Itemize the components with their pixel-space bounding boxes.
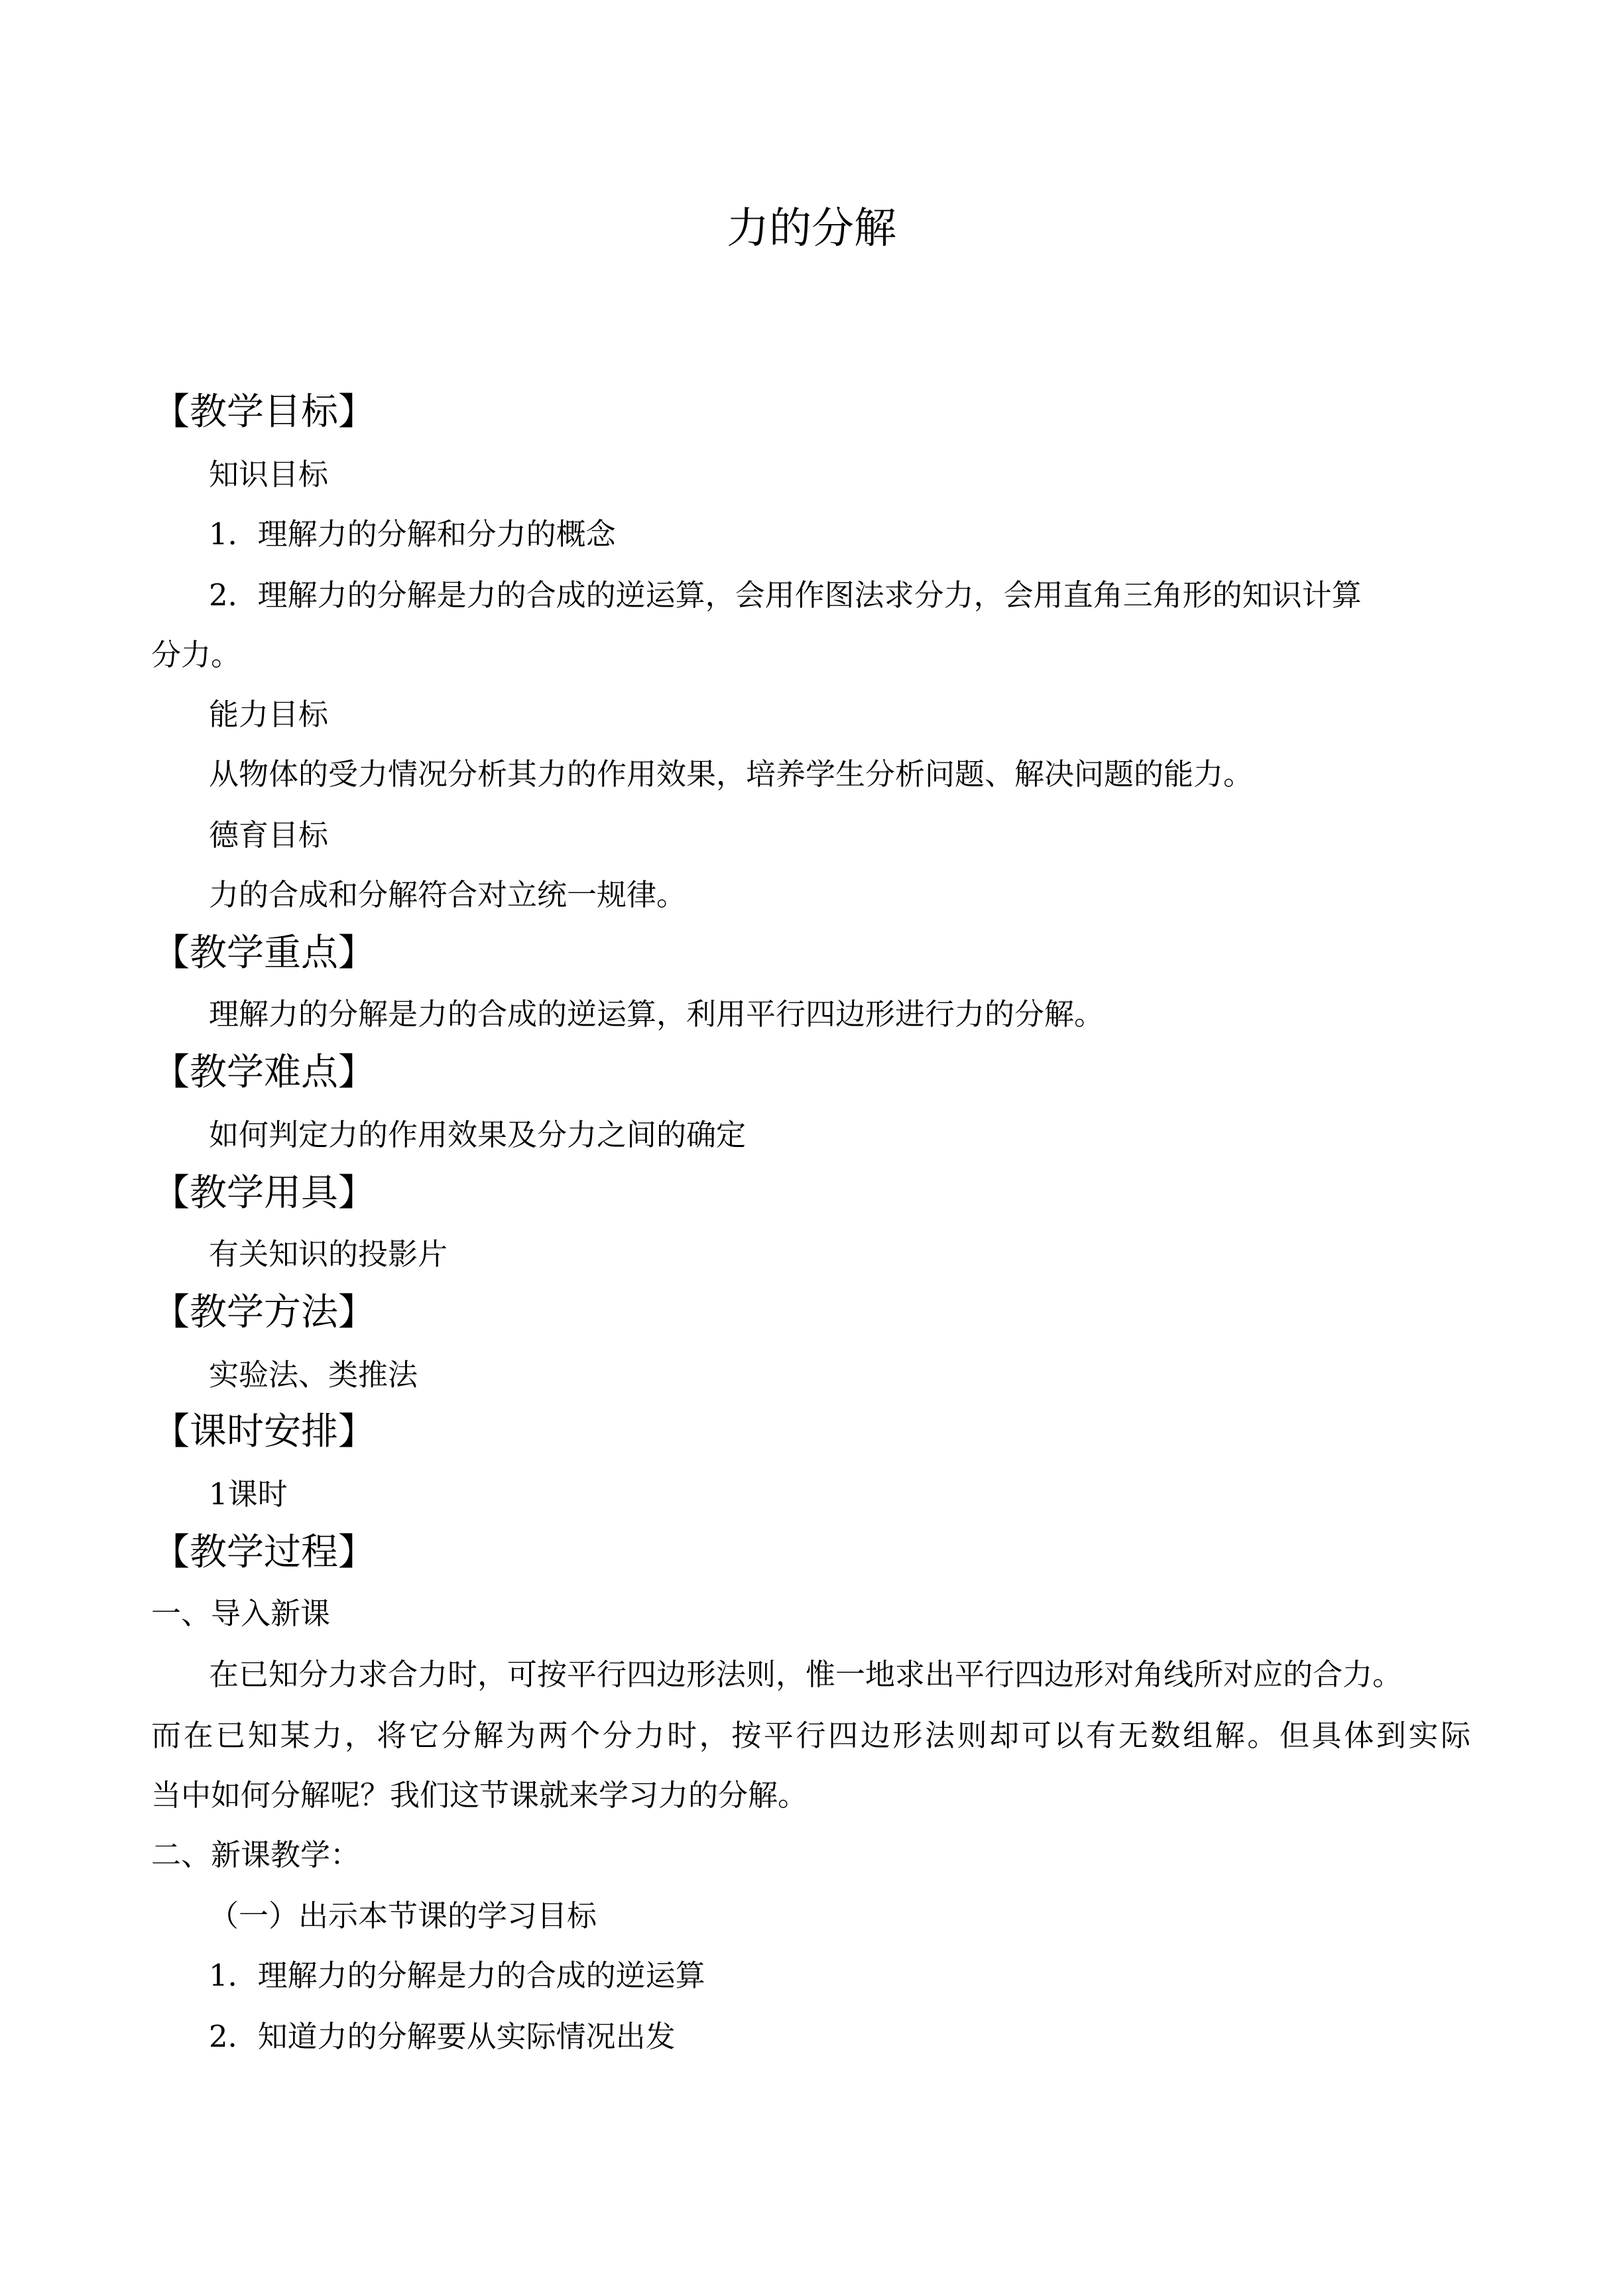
teaching-methods-text: 实验法、类推法: [209, 1357, 418, 1392]
knowledge-objective-2-line1: 2．理解力的分解是力的合成的逆运算，会用作图法求分力，会用直角三角形的知识计算: [209, 577, 1362, 613]
learning-goal-2: 2．知道力的分解要从实际情况出发: [209, 2019, 676, 2054]
learning-goal-1: 1．理解力的分解是力的合成的逆运算: [209, 1958, 705, 1993]
knowledge-objective-1: 1．理解力的分解和分力的概念: [209, 516, 616, 552]
moral-objective-text: 力的合成和分解符合对立统一规律。: [209, 877, 687, 912]
process-part1-title: 一、导入新课: [151, 1596, 331, 1631]
heading-teaching-objectives: 【教学目标】: [152, 391, 375, 434]
knowledge-objective-2-line2: 分力。: [151, 637, 241, 672]
difficulties-text: 如何判定力的作用效果及分力之间的确定: [209, 1117, 747, 1152]
process-sub1-title: （一）出示本节课的学习目标: [209, 1898, 597, 1933]
class-schedule-text: 1课时: [209, 1477, 288, 1512]
ability-objective-text: 从物体的受力情况分析其力的作用效果，培养学生分析问题、解决问题的能力。: [209, 756, 1254, 792]
heading-class-schedule: 【课时安排】: [152, 1410, 375, 1453]
ability-objective-label: 能力目标: [209, 697, 329, 732]
heading-teaching-tools: 【教学用具】: [152, 1172, 375, 1215]
heading-key-points: 【教学重点】: [152, 932, 375, 975]
process-part1-line3: 当中如何分解呢？我们这节课就来学习力的分解。: [151, 1778, 808, 1813]
moral-objective-label: 德育目标: [209, 817, 329, 853]
teaching-tools-text: 有关知识的投影片: [209, 1237, 448, 1272]
process-part2-title: 二、新课教学：: [151, 1837, 361, 1872]
process-part1-line1: 在已知分力求合力时，可按平行四边形法则，惟一地求出平行四边形对角线所对应的合力。: [209, 1657, 1403, 1692]
key-points-text: 理解力的分解是力的合成的逆运算，利用平行四边形进行力的分解。: [209, 997, 1105, 1032]
heading-teaching-process: 【教学过程】: [152, 1531, 375, 1574]
heading-teaching-methods: 【教学方法】: [152, 1291, 375, 1334]
process-part1-line2: 而在已知某力，将它分解为两个分力时，按平行四边形法则却可以有无数组解。但具体到实际: [151, 1718, 1471, 1753]
heading-difficulties: 【教学难点】: [152, 1051, 375, 1094]
knowledge-objective-label: 知识目标: [209, 457, 329, 492]
document-title: 力的分解: [727, 204, 896, 253]
